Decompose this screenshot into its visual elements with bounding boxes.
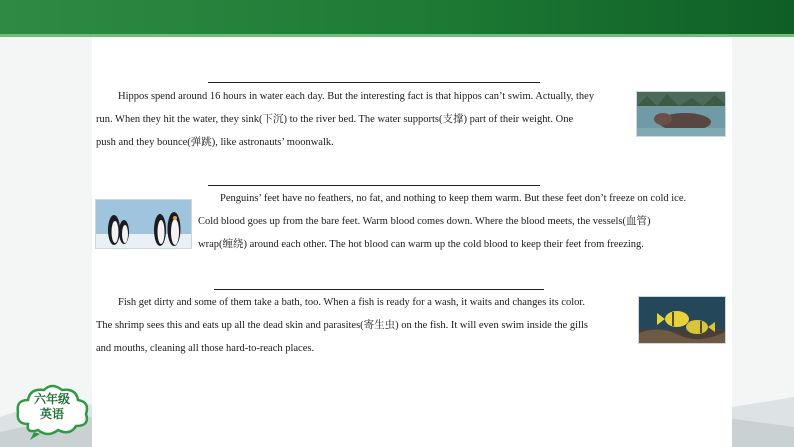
hippo-in-water-photo	[636, 91, 726, 137]
title-blank-line-1	[208, 82, 540, 83]
paragraph-line: Penguins’ feet have no feathers, no fat, and nothing to keep them warm. But these feet don’t freeze on cold ice.	[220, 193, 687, 204]
paragraph-line: Hippos spend around 16 hours in water each day. But the interesting fact is that hippos can’t swim. Actually, they	[118, 91, 595, 102]
badge-label	[12, 392, 92, 422]
paragraph-line: run. When they hit the water, they sink(下沉) to the river bed. The water supports(支撑) part of their weight. One	[96, 114, 574, 125]
title-blank-line-3	[214, 289, 544, 290]
badge-grade-text: 六年级	[33, 392, 70, 406]
slide-page	[92, 37, 732, 447]
paragraph-line: The shrimp sees this and eats up all the dead skin and parasites(寄生虫) on the fish. It will even swim inside the gills	[96, 320, 588, 331]
grade-badge	[12, 380, 92, 442]
badge-subject-text: 英语	[39, 407, 64, 421]
paragraph-line: push and they bounce(弹跳), like astronauts’ moonwalk.	[96, 137, 334, 148]
paragraph-fish	[96, 291, 632, 360]
penguins-on-ice-photo	[95, 199, 192, 249]
reef-fish-photo	[638, 296, 726, 344]
paragraph-line: and mouths, cleaning all those hard-to-reach places.	[96, 343, 315, 354]
paragraph-line: Fish get dirty and some of them take a bath, too. When a fish is ready for a wash, it waits and changes its color.	[118, 297, 585, 308]
header-bar	[0, 0, 794, 36]
paragraph-hippos	[96, 85, 632, 154]
title-blank-line-2	[208, 185, 540, 186]
paragraph-penguins	[198, 187, 726, 256]
paragraph-line: Cold blood goes up from the bare feet. Warm blood comes down. Where the blood meets, the vessels(血管)	[198, 216, 651, 227]
paragraph-line: wrap(缠绕) around each other. The hot blood can warm up the cold blood to keep their feet from freezing.	[198, 239, 644, 250]
